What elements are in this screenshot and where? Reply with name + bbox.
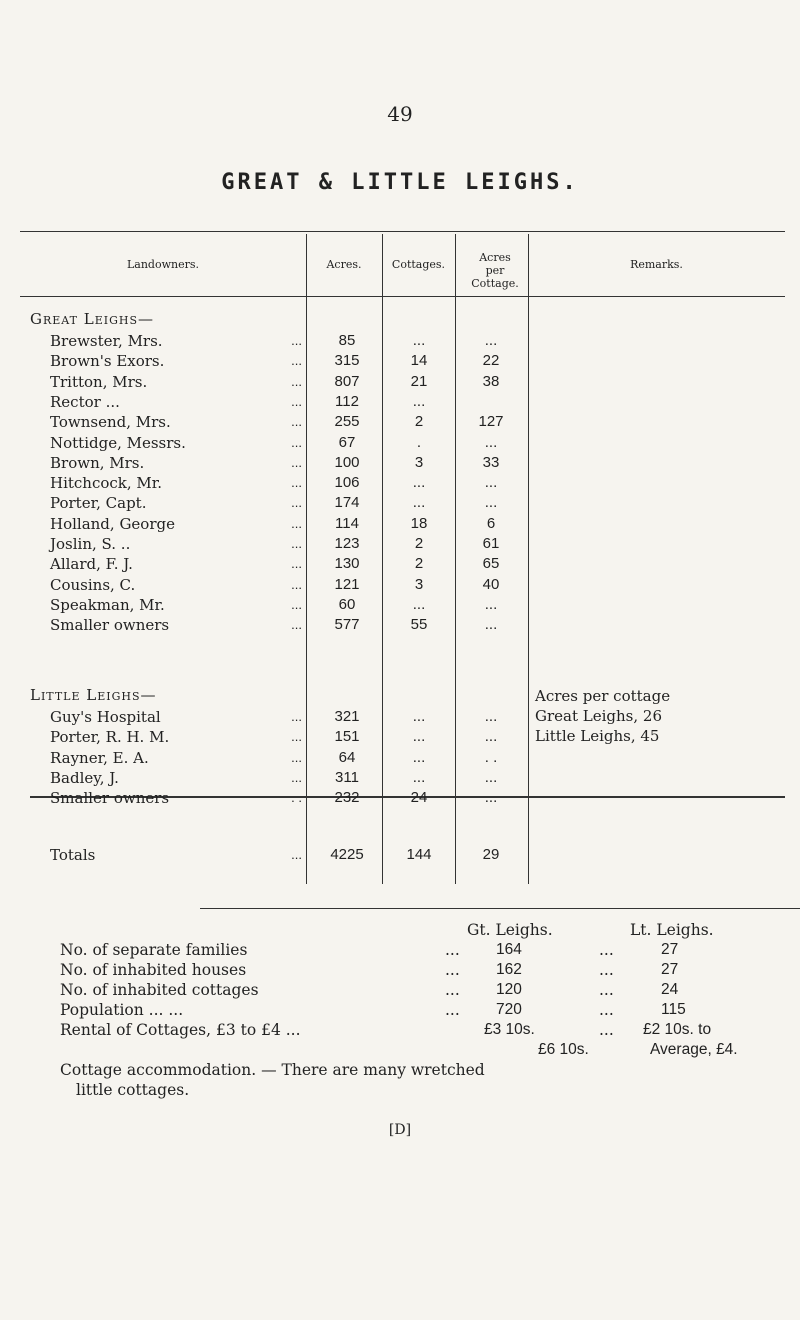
row-acres: 100 xyxy=(334,453,360,471)
row-acres-per-cottage: 127 xyxy=(478,413,504,431)
row-name: Rayner, E. A. xyxy=(50,748,149,767)
row-cottages: 3 xyxy=(414,453,424,471)
totals-acres: 4225 xyxy=(330,846,364,863)
row-dots: ... xyxy=(291,373,302,389)
summary-header-lt: Lt. Leighs. xyxy=(630,921,714,939)
col-divider-1 xyxy=(306,234,307,884)
table-top-rule xyxy=(20,231,785,232)
row-name: Brown's Exors. xyxy=(50,352,165,371)
summary-row-lt-value: 27 xyxy=(661,961,679,978)
row-acres-per-cottage: ... xyxy=(484,595,498,613)
row-acres-per-cottage: 22 xyxy=(482,352,500,370)
accommodation-note-line2: little cottages. xyxy=(76,1081,190,1099)
row-acres-per-cottage: ... xyxy=(484,494,498,512)
row-cottages: ... xyxy=(412,748,426,766)
row-name: Joslin, S. .. xyxy=(50,535,131,553)
row-cottages: ... xyxy=(412,768,426,786)
remark-line: Great Leighs, 26 xyxy=(535,707,662,725)
row-name: Townsend, Mrs. xyxy=(50,413,171,432)
totals-cottages: 144 xyxy=(406,846,432,863)
row-name: Holland, George xyxy=(50,514,175,533)
row-name: Rector ... xyxy=(50,392,120,411)
row-acres: 106 xyxy=(334,474,360,492)
totals-dots: ... xyxy=(291,847,302,862)
row-acres: 311 xyxy=(335,768,359,786)
summary-row-label: No. of inhabited houses xyxy=(60,961,247,979)
summary-row-lt-value: 24 xyxy=(661,981,679,998)
summary-row-gt-value: 720 xyxy=(496,1001,522,1018)
row-acres-per-cottage: ... xyxy=(484,789,498,807)
row-cottages: 2 xyxy=(414,413,424,431)
signature-mark: [D] xyxy=(388,1122,412,1138)
row-dots: ... xyxy=(291,475,302,491)
rental-lt-range: £2 10s. to xyxy=(643,1021,712,1038)
row-acres-per-cottage: ... xyxy=(484,708,498,725)
rental-dots: ... xyxy=(599,1021,614,1039)
summary-row-label: Population ... ... xyxy=(60,1001,184,1019)
row-name: Smaller owners xyxy=(50,616,170,635)
row-cottages: 55 xyxy=(410,616,428,634)
row-dots: ... xyxy=(291,769,302,785)
row-acres: 114 xyxy=(335,514,359,532)
row-acres-per-cottage: . . xyxy=(484,748,498,766)
summary-top-rule xyxy=(200,908,800,909)
remark-line: Acres per cottage xyxy=(535,687,671,705)
row-acres-per-cottage: ... xyxy=(484,616,498,634)
row-acres-per-cottage: 6 xyxy=(486,514,496,532)
row-acres: 151 xyxy=(334,728,360,746)
summary-row-label: No. of separate families xyxy=(60,941,248,959)
row-name: Brewster, Mrs. xyxy=(50,332,163,350)
row-name: Allard, F. J. xyxy=(50,555,133,574)
row-dots: ... xyxy=(291,617,302,633)
row-dots: ... xyxy=(291,576,302,592)
row-acres-per-cottage: 40 xyxy=(482,575,500,593)
row-dots: ... xyxy=(291,596,302,612)
row-cottages: 2 xyxy=(414,555,424,573)
summary-row-gt-value: 164 xyxy=(496,941,522,958)
row-acres: 807 xyxy=(334,372,360,390)
row-acres: 255 xyxy=(334,413,360,431)
row-name: Nottidge, Messrs. xyxy=(50,433,186,452)
row-acres: 174 xyxy=(334,494,360,512)
row-dots: ... xyxy=(291,333,302,348)
row-acres: 130 xyxy=(334,555,360,573)
totals-label: Totals xyxy=(50,846,96,864)
accommodation-note-line1: Cottage accommodation. — There are many wretched xyxy=(60,1061,485,1079)
totals-acres-per-cottage: 29 xyxy=(482,846,500,863)
row-acres-per-cottage: ... xyxy=(484,768,498,786)
summary-row-dots: ... xyxy=(599,981,614,999)
header-landowners: Landowners. xyxy=(126,258,200,271)
rental-gt-range-start: £3 10s. xyxy=(484,1021,535,1038)
row-name: Porter, Capt. xyxy=(50,494,147,513)
row-dots: ... xyxy=(291,434,302,450)
row-acres-per-cottage: 65 xyxy=(482,555,500,573)
row-cottages: 21 xyxy=(410,372,428,390)
row-acres: 112 xyxy=(335,392,359,410)
row-dots: ... xyxy=(291,556,302,572)
row-acres-per-cottage: ... xyxy=(484,474,498,492)
row-name: Smaller owners xyxy=(50,789,170,808)
header-acres: Acres. xyxy=(326,258,362,271)
row-acres-per-cottage: ... xyxy=(484,433,498,451)
row-cottages: 14 xyxy=(410,352,428,370)
row-name: Guy's Hospital xyxy=(50,708,161,726)
row-acres-per-cottage: 61 xyxy=(482,535,500,552)
row-name: Hitchcock, Mr. xyxy=(50,474,163,493)
row-name: Speakman, Mr. xyxy=(50,595,165,614)
summary-row-dots: ... xyxy=(445,1001,460,1019)
row-name: Cousins, C. xyxy=(50,575,136,594)
row-dots: ... xyxy=(291,729,302,745)
row-acres-per-cottage: 38 xyxy=(482,372,500,390)
row-cottages: ... xyxy=(412,494,426,512)
row-dots: ... xyxy=(291,536,302,551)
row-acres-per-cottage: ... xyxy=(484,332,498,349)
row-acres: 121 xyxy=(334,575,360,593)
row-acres: 321 xyxy=(334,708,360,725)
row-cottages: ... xyxy=(412,595,426,613)
rental-label: Rental of Cottages, £3 to £4 ... xyxy=(60,1021,301,1039)
remark-line: Little Leighs, 45 xyxy=(535,727,660,745)
header-remarks: Remarks. xyxy=(630,258,683,271)
row-dots: . . xyxy=(291,790,302,806)
row-dots: ... xyxy=(291,454,302,470)
row-cottages: 3 xyxy=(414,575,424,593)
row-acres-per-cottage: ... xyxy=(484,728,498,746)
summary-row-lt-value: 115 xyxy=(661,1001,686,1018)
row-cottages: ... xyxy=(412,392,426,410)
rental-gt-range-end: £6 10s. xyxy=(538,1041,589,1058)
summary-row-dots: ... xyxy=(445,941,460,959)
row-acres: 232 xyxy=(334,789,360,807)
header-acres-per-cottage: Acres per Cottage. xyxy=(471,251,519,290)
row-cottages: ... xyxy=(412,332,426,349)
row-dots: ... xyxy=(291,749,302,765)
summary-header-gt: Gt. Leighs. xyxy=(467,921,553,939)
section-heading-great-leighs: Great Leighs— xyxy=(30,310,154,328)
row-acres: 60 xyxy=(338,595,356,613)
rental-lt-average: Average, £4. xyxy=(650,1041,738,1058)
row-cottages: 24 xyxy=(410,789,428,807)
page-number: 49 xyxy=(387,102,413,126)
row-acres: 64 xyxy=(338,748,356,766)
row-cottages: ... xyxy=(412,728,426,746)
row-dots: ... xyxy=(291,414,302,430)
row-name: Porter, R. H. M. xyxy=(50,728,170,747)
summary-row-dots: ... xyxy=(599,961,614,979)
row-name: Badley, J. xyxy=(50,768,119,787)
row-cottages: 2 xyxy=(414,535,424,552)
page-title: GREAT & LITTLE LEIGHS. xyxy=(221,170,579,195)
table-header-rule xyxy=(20,296,785,297)
row-dots: ... xyxy=(291,709,302,724)
row-acres: 85 xyxy=(338,332,356,349)
summary-row-dots: ... xyxy=(599,1001,614,1019)
row-acres: 123 xyxy=(334,535,360,552)
row-name: Tritton, Mrs. xyxy=(50,372,148,391)
row-acres: 577 xyxy=(334,616,360,634)
row-dots: ... xyxy=(291,353,302,369)
row-name: Brown, Mrs. xyxy=(50,453,145,472)
summary-row-gt-value: 162 xyxy=(496,961,522,978)
row-cottages: ... xyxy=(412,708,426,725)
row-cottages: ... xyxy=(412,474,426,492)
row-dots: ... xyxy=(291,495,302,511)
summary-row-dots: ... xyxy=(599,941,614,959)
row-dots: ... xyxy=(291,515,302,531)
summary-row-dots: ... xyxy=(445,961,460,979)
summary-row-dots: ... xyxy=(445,981,460,999)
col-divider-4 xyxy=(528,234,529,884)
row-acres: 315 xyxy=(334,352,360,370)
summary-row-label: No. of inhabited cottages xyxy=(60,981,259,999)
row-cottages: . xyxy=(416,433,422,451)
summary-row-lt-value: 27 xyxy=(661,941,679,958)
summary-row-gt-value: 120 xyxy=(496,981,522,998)
row-acres-per-cottage: 33 xyxy=(482,453,500,471)
row-acres: 67 xyxy=(338,433,356,451)
header-cottages: Cottages. xyxy=(391,258,446,271)
row-dots: ... xyxy=(291,393,302,409)
row-cottages: 18 xyxy=(410,514,428,532)
section-heading-little-leighs: Little Leighs— xyxy=(30,686,157,704)
